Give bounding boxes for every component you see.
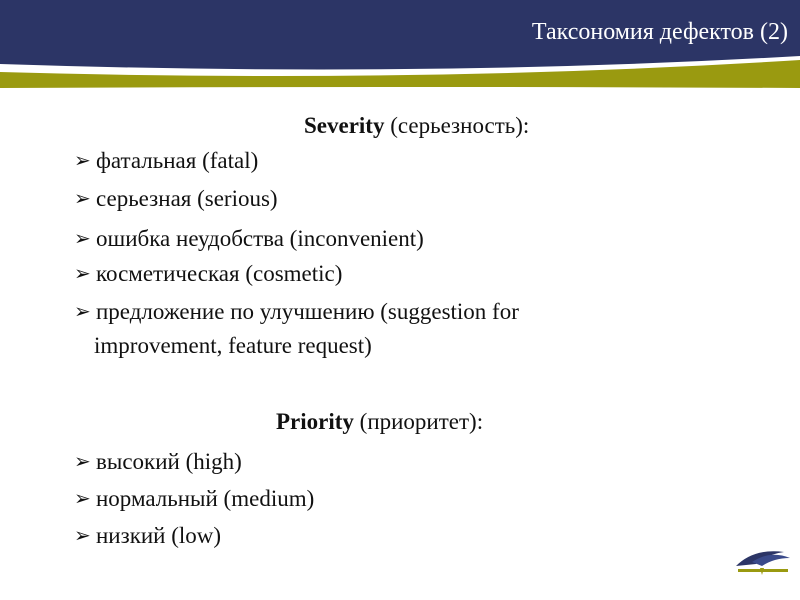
list-item-label: низкий (low) [96, 523, 222, 548]
list-item-continuation: improvement, feature request) [94, 333, 372, 358]
checkmark-arrowhead-icon: ➢ [74, 261, 91, 285]
list-item [74, 181, 278, 216]
severity-heading [304, 112, 529, 140]
checkmark-arrowhead-icon: ➢ [74, 186, 91, 210]
checkmark-arrowhead-icon: ➢ [74, 449, 91, 473]
priority-heading-term: Priority [276, 409, 354, 434]
list-item-label: высокий (high) [96, 449, 242, 474]
checkmark-arrowhead-icon: ➢ [74, 148, 91, 172]
checkmark-arrowhead-icon: ➢ [74, 299, 91, 323]
severity-heading-rest: (серьезность): [384, 113, 530, 138]
list-item [74, 294, 519, 358]
list-item [74, 221, 424, 256]
list-item [74, 256, 342, 291]
list-item-label: серьезная (serious) [96, 186, 278, 211]
slide-title: Таксономия дефектов (2) [531, 19, 788, 45]
checkmark-arrowhead-icon: ➢ [74, 486, 91, 510]
checkmark-arrowhead-icon: ➢ [74, 226, 91, 250]
list-item [74, 444, 242, 479]
quill-logo-icon [734, 544, 792, 576]
list-item-label: ошибка неудобства (inconvenient) [96, 226, 424, 251]
list-item [74, 518, 221, 553]
list-item-label: предложение по улучшению (suggestion for [96, 299, 519, 324]
priority-heading [276, 408, 483, 436]
list-item [74, 143, 258, 178]
list-item-label: нормальный (medium) [96, 486, 315, 511]
list-item-label: фатальная (fatal) [96, 148, 259, 173]
list-item [74, 481, 314, 516]
checkmark-arrowhead-icon: ➢ [74, 523, 91, 547]
priority-heading-rest: (приоритет): [353, 409, 484, 434]
list-item-label: косметическая (cosmetic) [96, 261, 343, 286]
severity-heading-term: Severity [304, 113, 385, 138]
